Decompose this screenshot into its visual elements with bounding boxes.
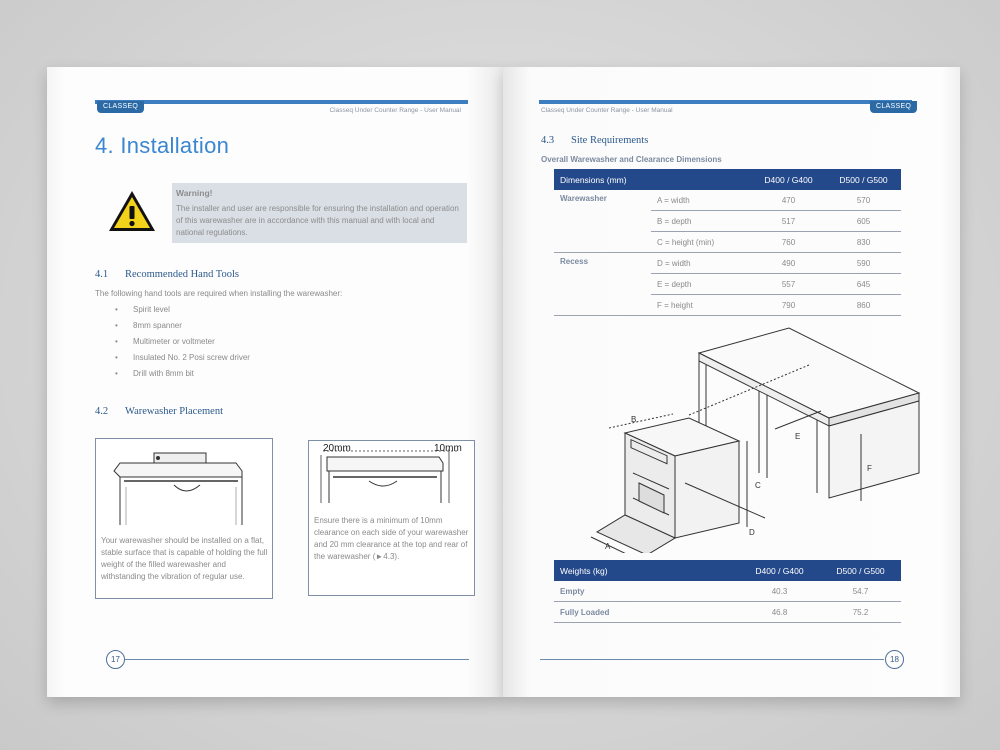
group-label: Recess — [554, 253, 651, 316]
open-manual — [47, 67, 960, 697]
header-bar — [95, 100, 468, 104]
table-cell: 590 — [826, 253, 901, 274]
column-header: D400 / G400 — [739, 560, 820, 581]
dimension-label-e: E — [795, 432, 801, 441]
section-4-2-heading — [95, 406, 223, 417]
page-number: 17 — [106, 650, 125, 669]
table-cell: 570 — [826, 190, 901, 211]
table-row — [554, 602, 901, 623]
dimension-label-f: F — [867, 464, 872, 473]
column-header: Weights (kg) — [554, 560, 739, 581]
warning-icon — [107, 189, 157, 233]
brand-tag: CLASSEQ — [97, 101, 144, 113]
table-cell: 490 — [751, 253, 826, 274]
warning-box — [172, 183, 467, 243]
table-row — [554, 190, 901, 211]
list-item: • Insulated No. 2 Posi screw driver — [115, 353, 250, 362]
table-cell: 54.7 — [820, 581, 901, 602]
header-bar — [539, 100, 912, 104]
table-cell: 46.8 — [739, 602, 820, 623]
column-header: D500 / G500 — [826, 169, 901, 190]
page-title: 4. Installation — [95, 133, 230, 158]
tools-list — [115, 304, 250, 384]
dimension-label-b: B — [631, 415, 637, 424]
group-label: Warewasher — [554, 190, 651, 253]
table-cell: Empty — [554, 581, 739, 602]
table-cell: F = height — [651, 295, 751, 316]
dimension-label-d: D — [749, 528, 755, 537]
column-header: D400 / G400 — [751, 169, 826, 190]
section-title: Site Requirements — [571, 135, 649, 146]
placement-text: Your warewasher should be installed on a flat, stable surface that is capable of holding the full weight of the filled warewasher and withstanding the vibration of regular use. — [101, 536, 268, 581]
table-cell: 760 — [751, 232, 826, 253]
table-cell: Fully Loaded — [554, 602, 739, 623]
table-cell: 470 — [751, 190, 826, 211]
placement-figure — [95, 438, 273, 599]
section-4-1-heading — [95, 269, 239, 280]
list-item: • Spirit level — [115, 305, 170, 314]
dimension-label-c: C — [755, 481, 761, 490]
left-page — [47, 67, 503, 697]
table-cell: D = width — [651, 253, 751, 274]
weights-table — [554, 560, 901, 623]
clearance-dimensions-diagram — [589, 323, 929, 553]
table-header-row — [554, 560, 901, 581]
warning-title: Warning! — [176, 188, 213, 198]
column-header: D500 / G500 — [820, 560, 901, 581]
brand-tag: CLASSEQ — [870, 101, 917, 113]
table-cell: 517 — [751, 211, 826, 232]
clearance-figure — [308, 440, 475, 596]
table-cell: 557 — [751, 274, 826, 295]
section-4-3-heading — [541, 135, 648, 146]
warewasher-top-illustration — [96, 439, 272, 529]
column-header: Dimensions (mm) — [554, 169, 651, 190]
list-item: • 8mm spanner — [115, 321, 182, 330]
table-cell: C = height (min) — [651, 232, 751, 253]
clearance-text: Ensure there is a minimum of 10mm clearance on each side of your warewasher and 20 mm clearance at the top and rear of the warewasher (►4.3). — [314, 516, 469, 561]
dimensions-table — [554, 169, 901, 316]
footer-line — [125, 659, 469, 660]
tools-intro: The following hand tools are required when installing the warewasher: — [95, 289, 343, 298]
list-item: • Multimeter or voltmeter — [115, 337, 215, 346]
table-header-row — [554, 169, 901, 190]
table-cell: 830 — [826, 232, 901, 253]
warning-text: The installer and user are responsible for ensuring the installation and operation of this warewasher are in accordance with this manual and with local and national regulations. — [176, 204, 459, 237]
page-number: 18 — [885, 650, 904, 669]
table-cell: E = depth — [651, 274, 751, 295]
footer-line — [540, 659, 884, 660]
table-subtitle: Overall Warewasher and Clearance Dimensions — [541, 155, 722, 164]
header-title: Classeq Under Counter Range - User Manual — [541, 107, 673, 114]
right-page — [503, 67, 960, 697]
table-row — [554, 581, 901, 602]
table-row — [554, 253, 901, 274]
table-cell: 645 — [826, 274, 901, 295]
table-cell: 75.2 — [820, 602, 901, 623]
dimension-label-a: A — [605, 542, 611, 551]
column-header — [651, 169, 751, 190]
table-cell: B = depth — [651, 211, 751, 232]
section-number: 4.1 — [95, 269, 109, 280]
table-cell: 605 — [826, 211, 901, 232]
list-item: • Drill with 8mm bit — [115, 369, 194, 378]
header-title: Classeq Under Counter Range - User Manual — [329, 107, 461, 114]
section-title: Recommended Hand Tools — [125, 269, 239, 280]
clearance-label-left: 20mm — [323, 443, 351, 454]
section-number: 4.2 — [95, 406, 109, 417]
table-cell: 860 — [826, 295, 901, 316]
table-cell: A = width — [651, 190, 751, 211]
table-cell: 790 — [751, 295, 826, 316]
section-title: Warewasher Placement — [125, 406, 223, 417]
table-cell: 40.3 — [739, 581, 820, 602]
clearance-label-right: 10mm — [434, 443, 462, 454]
section-number: 4.3 — [541, 135, 555, 146]
